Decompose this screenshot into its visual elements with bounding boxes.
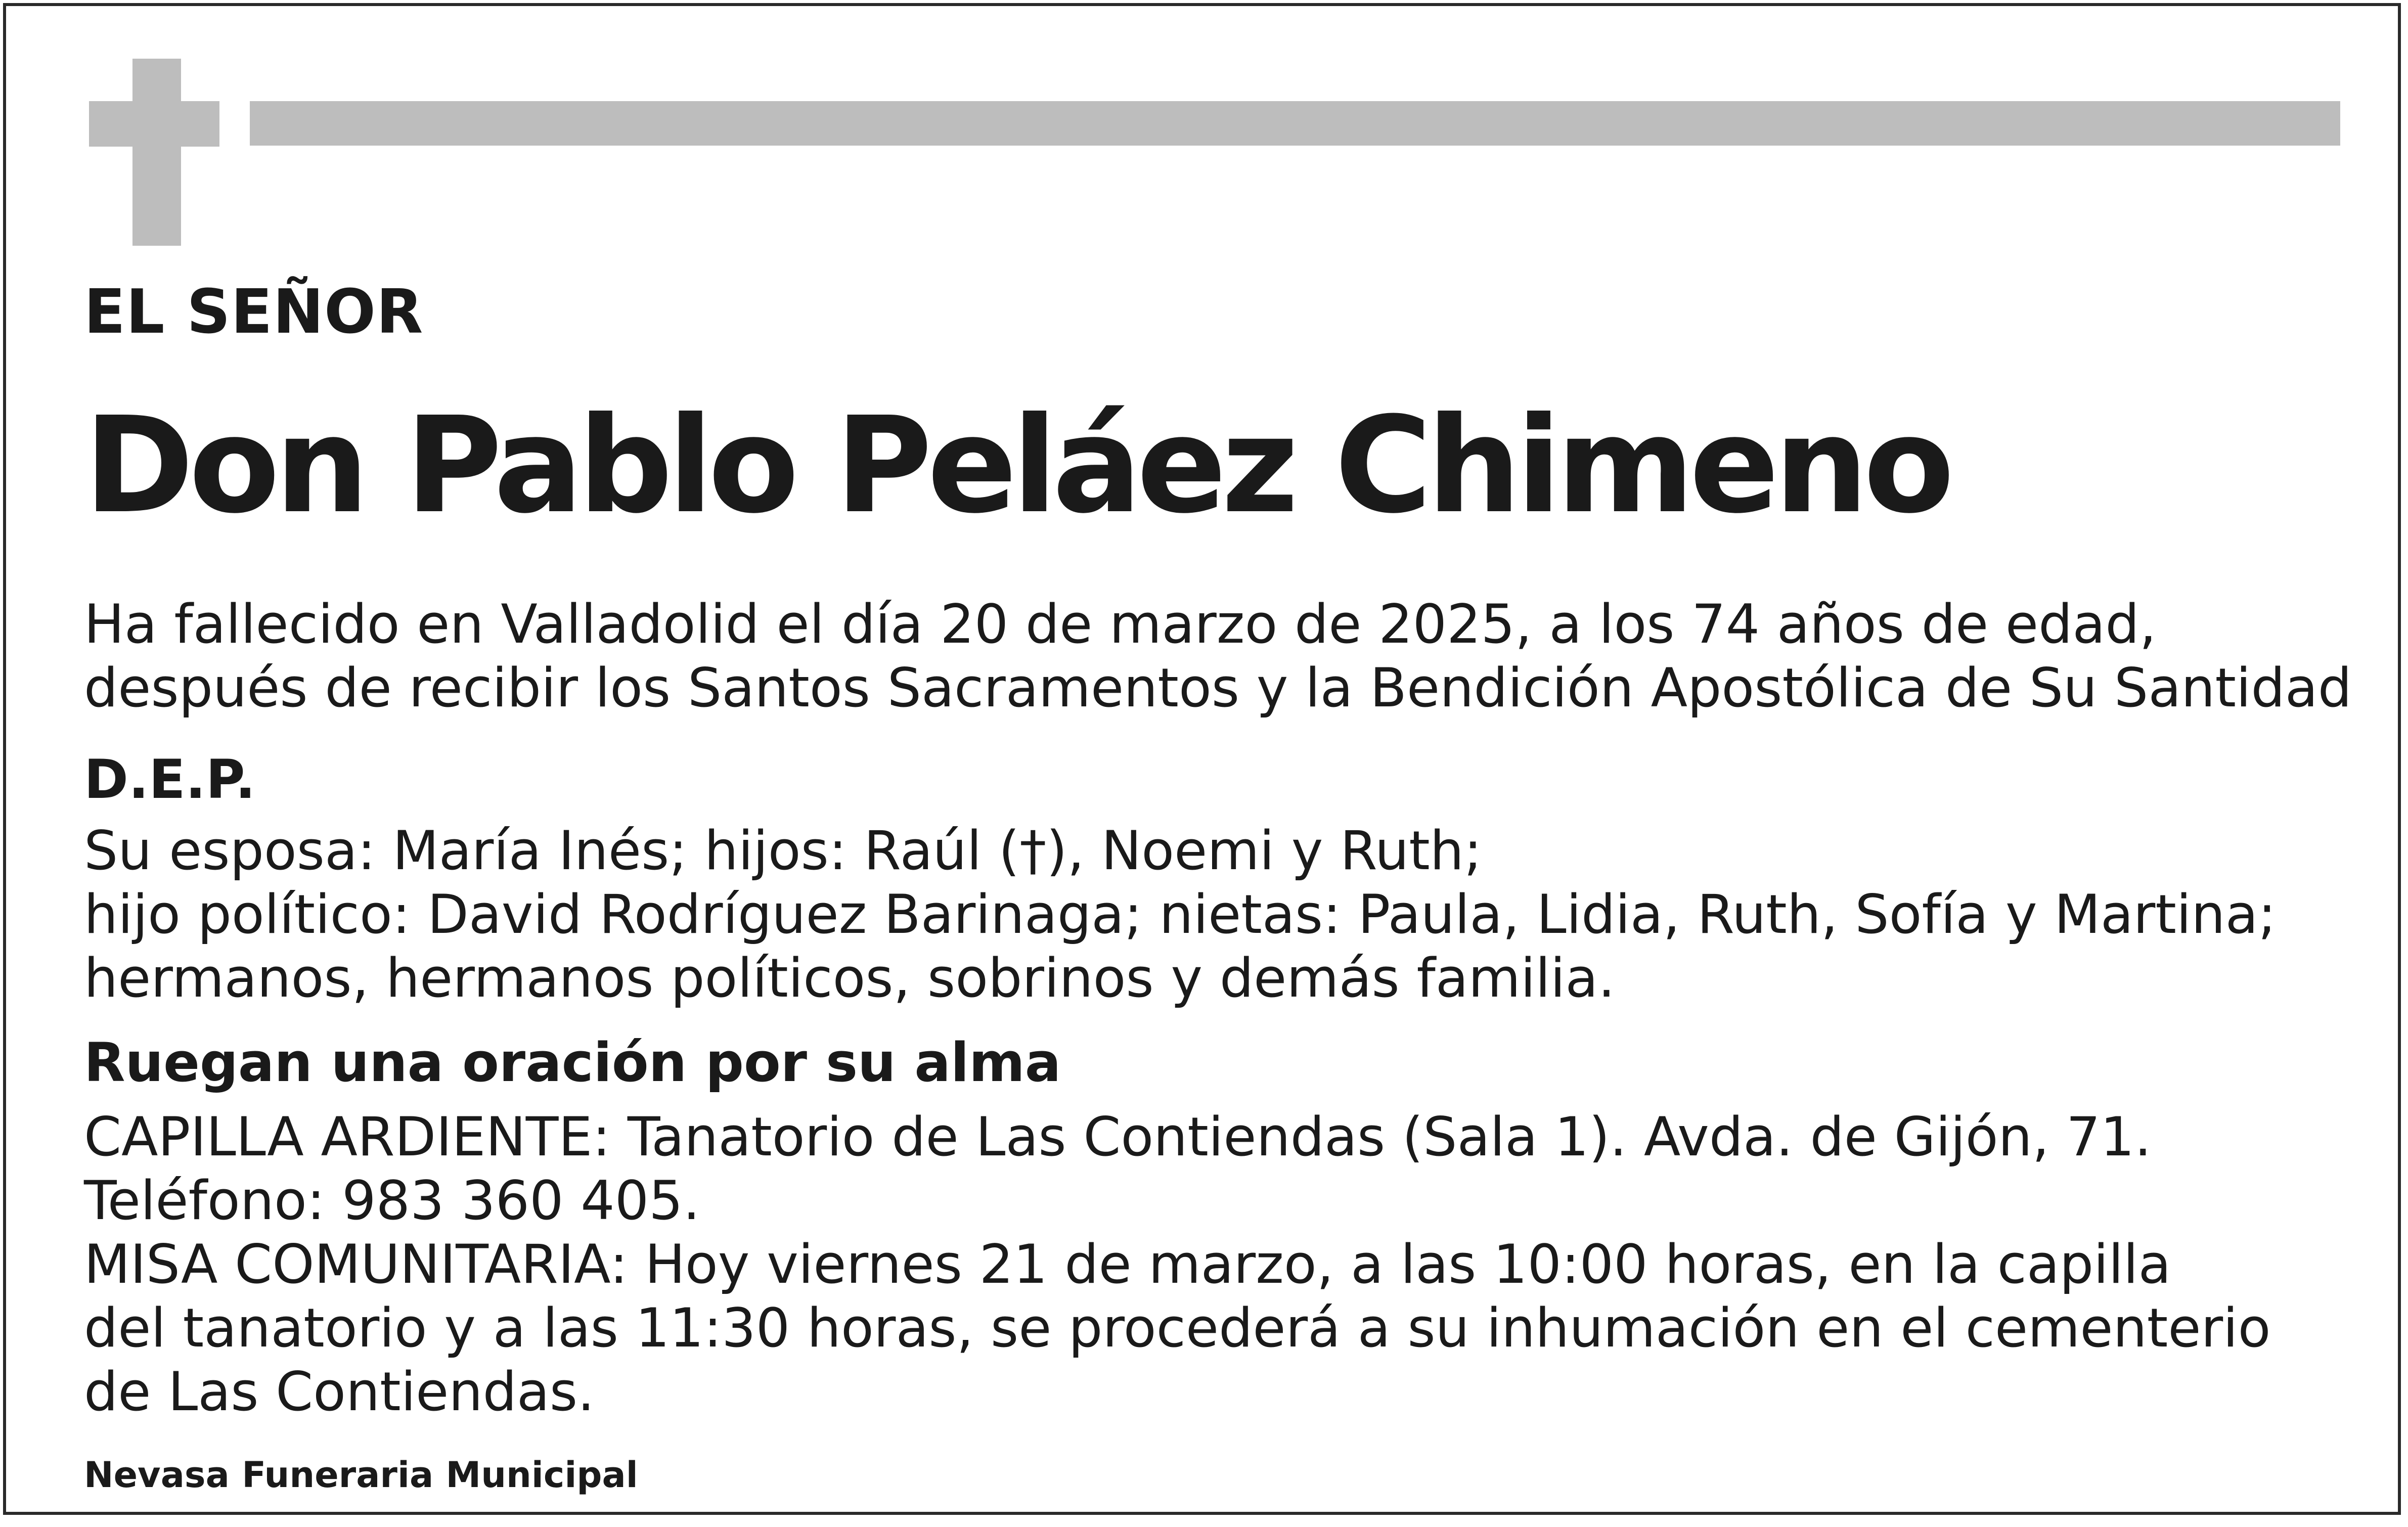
- honorific: EL SEÑOR: [84, 277, 424, 347]
- announcement-line: después de recibir los Santos Sacramentos y la Bendición Apostólica de Su Santidad: [84, 657, 2352, 719]
- service-details: [84, 1105, 2270, 1424]
- prayer-request: Ruegan una oración por su alma: [84, 1031, 1061, 1094]
- family-line: hermanos, hermanos políticos, sobrinos y demás familia.: [84, 947, 1615, 1009]
- service-line: CAPILLA ARDIENTE: Tanatorio de Las Contiendas (Sala 1). Avda. de Gijón, 71.: [84, 1106, 2152, 1168]
- announcement-line: Ha fallecido en Valladolid el día 20 de marzo de 2025, a los 74 años de edad,: [84, 593, 2157, 655]
- family-list: [84, 819, 2276, 1010]
- cross-vertical-bar: [132, 59, 181, 246]
- funeral-home-credit: Nevasa Funeraria Municipal: [84, 1454, 638, 1496]
- death-announcement: [84, 593, 2352, 720]
- service-line: Teléfono: 983 360 405.: [84, 1170, 700, 1232]
- cross-horizontal-bar: [89, 101, 219, 147]
- service-line: MISA COMUNITARIA: Hoy viernes 21 de marzo, a las 10:00 horas, en la capilla: [84, 1233, 2171, 1295]
- service-line: del tanatorio y a las 11:30 horas, se procederá a su inhumación en el cementerio: [84, 1297, 2271, 1359]
- deceased-name: Don Pablo Peláez Chimeno: [84, 388, 1950, 543]
- dep-heading: D.E.P.: [84, 748, 256, 811]
- service-line: de Las Contiendas.: [84, 1361, 595, 1423]
- family-line: hijo político: David Rodríguez Barinaga; nietas: Paula, Lidia, Ruth, Sofía y Martina;: [84, 883, 2277, 946]
- family-line: Su esposa: María Inés; hijos: Raúl (†), Noemi y Ruth;: [84, 820, 1482, 882]
- header-rule: [250, 101, 2340, 146]
